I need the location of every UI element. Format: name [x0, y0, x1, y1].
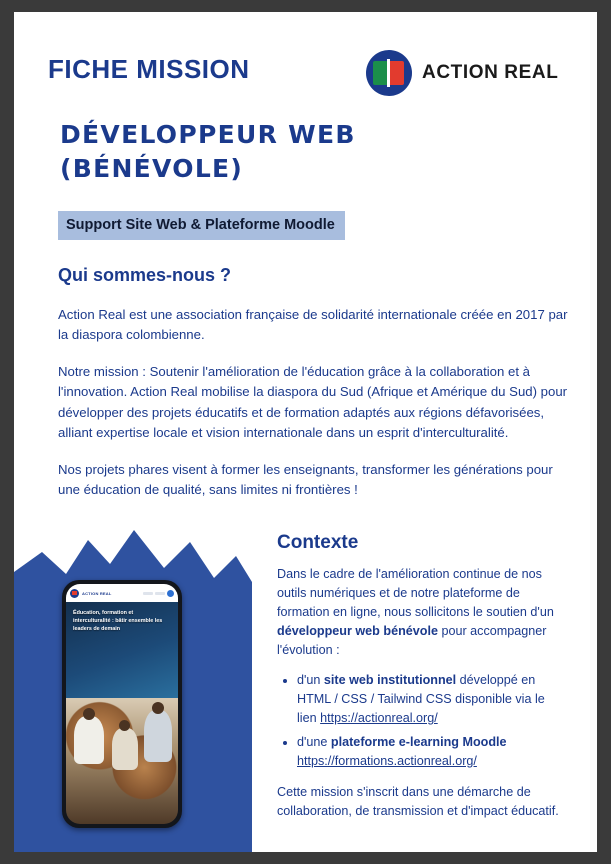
bullet2-emphasis: plateforme e-learning Moodle: [330, 735, 507, 750]
context-p1-part-a: Dans le cadre de l'amélioration continue de nos outils numériques et de notre plateforme de formation en ligne, nous sollicitons le soutien d'un: [277, 567, 554, 619]
about-paragraph-3: Nos projets phares visent à former les enseignants, transformer les générations pour une éducation de qualité, sans limites ni frontières !: [58, 461, 553, 498]
subtitle-banner: Support Site Web & Plateforme Moodle: [58, 211, 345, 240]
website-link[interactable]: https://actionreal.org/: [320, 711, 438, 726]
bullet1-emphasis: site web institutionnel: [323, 673, 457, 688]
phone-hero-photo: [66, 698, 178, 824]
about-paragraph-2: Notre mission : Soutenir l'amélioration de l'éducation grâce à la collaboration et à l'innovation. Action Real mobilise la diaspora du Sud (Afrique et Amérique du Sud) pour développer des projets éducatifs et de formation adaptés aux régions défavorisées, alliant expertise locale et vision internationale dans un esprit d'interculturalité.: [58, 363, 568, 441]
context-p1-emphasis: développeur web bénévole: [277, 623, 438, 638]
moodle-link[interactable]: https://formations.actionreal.org/: [297, 754, 477, 769]
logo-book-right-shape: [390, 61, 404, 85]
document-header: [14, 12, 597, 108]
context-body: [277, 565, 559, 833]
document-page: [14, 12, 597, 852]
phone-mockup: [62, 580, 182, 828]
photo-figure: [112, 728, 138, 770]
phone-nav-link-1: [143, 592, 153, 595]
photo-figure-head: [83, 708, 95, 720]
phone-nav-links: [143, 590, 174, 597]
brand-name: ACTION REAL: [422, 62, 559, 83]
page-title-line-1: DÉVELOPPEUR WEB: [60, 120, 356, 149]
photo-figure: [144, 710, 172, 762]
phone-website-navbar: [66, 584, 178, 602]
about-paragraph-1: Action Real est une association française de solidarité internationale créée en 2017 par la diaspora colombienne.: [58, 307, 568, 343]
page-title-line-2: (BÉNÉVOLE): [60, 154, 244, 183]
phone-nav-link-2: [155, 592, 165, 595]
bullet2-part-a: d'une: [297, 735, 331, 750]
context-heading: Contexte: [277, 532, 359, 553]
brand-lockup: [366, 50, 558, 96]
logo-book-left-shape: [373, 61, 387, 85]
logo-book-spine-shape: [387, 59, 390, 87]
phone-hero-headline: Éducation, formation et interculturalité : bâtir ensemble les leaders de demain: [73, 610, 163, 633]
list-item: [297, 671, 559, 728]
phone-logo-icon: [70, 589, 79, 598]
context-paragraph-1: [277, 565, 559, 659]
bullet1-part-c: développé en HTML / CSS / Tailwind CSS disponible via le lien: [297, 673, 545, 726]
bullet1-part-a: d'un: [297, 673, 324, 688]
phone-hero-section: [66, 602, 178, 698]
action-real-logo-icon: [366, 50, 412, 96]
photo-figure-head: [152, 702, 164, 714]
photo-figure: [74, 716, 104, 764]
phone-brand-name: ACTION REAL: [82, 590, 112, 596]
phone-nav-action-icon: [167, 590, 174, 597]
about-body: [58, 305, 568, 517]
context-paragraph-2: Cette mission s'inscrit dans une démarche de collaboration, de transmission et d'impact éducatif.: [277, 784, 559, 818]
context-bullet-list: [277, 671, 559, 770]
phone-screen: [66, 584, 178, 824]
context-p1-part-c: pour accompagner l'évolution :: [277, 623, 547, 657]
about-heading: Qui sommes-nous ?: [58, 265, 232, 285]
page-title: [60, 118, 480, 186]
photo-figure-head: [119, 720, 130, 731]
document-type-label: FICHE MISSION: [48, 54, 250, 84]
list-item: [297, 733, 559, 771]
